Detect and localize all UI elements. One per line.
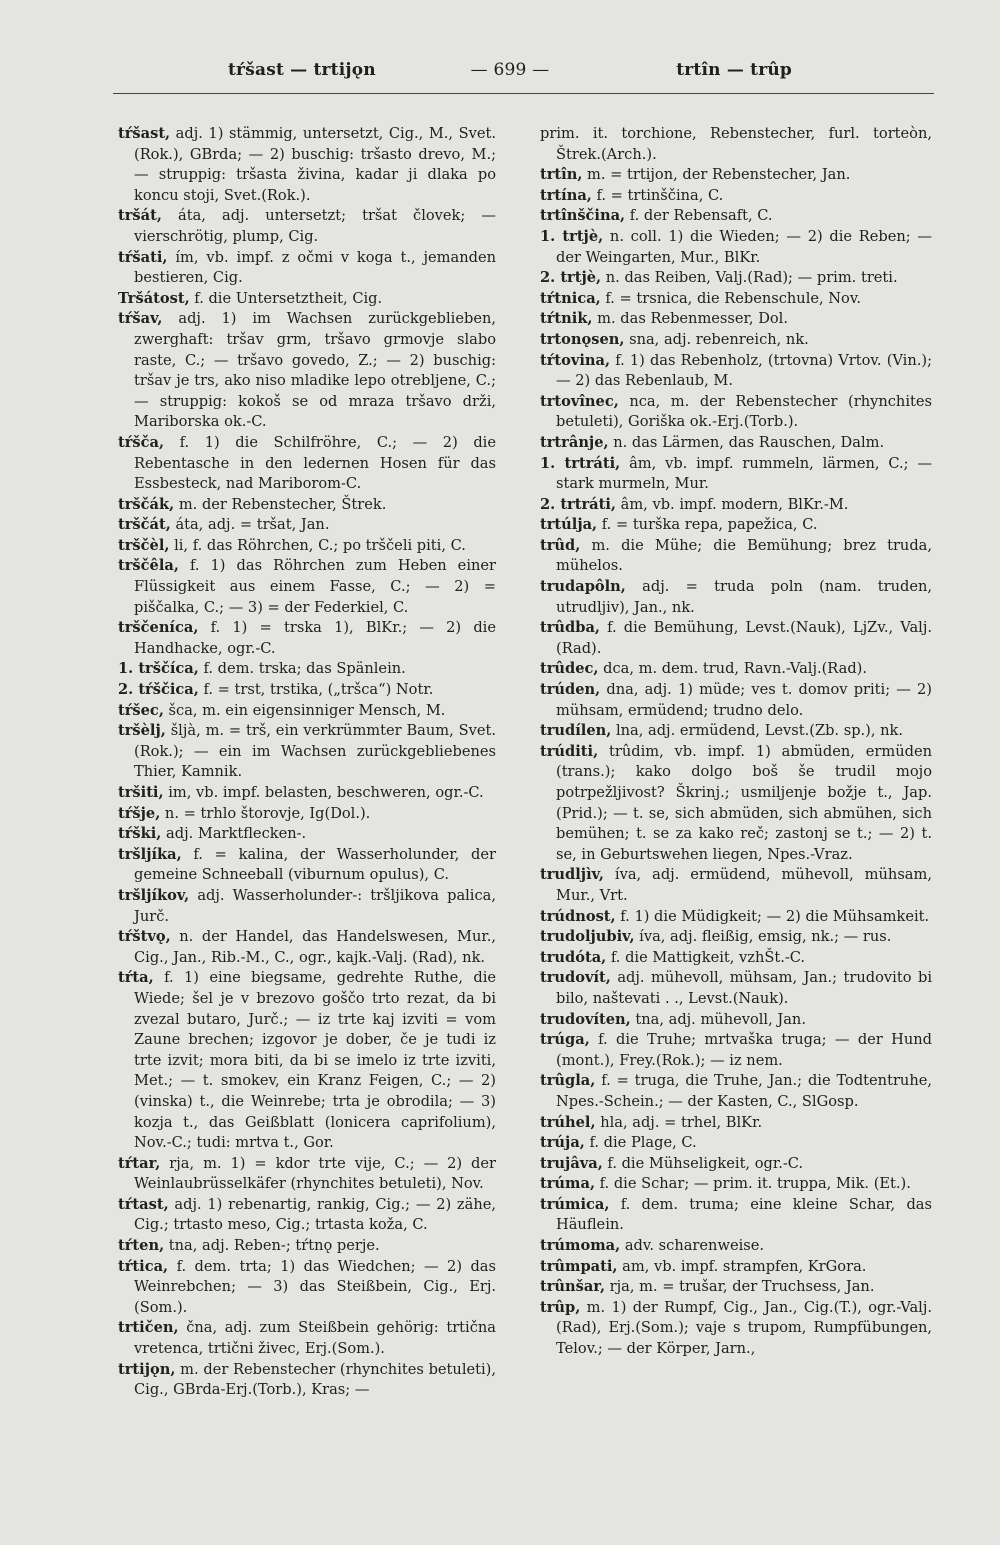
entry-headword: trúmoma, [540, 1237, 621, 1255]
entry-definition: šca, m. ein eigensinniger Mensch, M. [163, 701, 446, 719]
entry-definition: f. die Plage, C. [584, 1134, 697, 1152]
dictionary-entry [118, 248, 496, 289]
dictionary-entry [540, 680, 932, 721]
entry-headword: trudljìv, [540, 866, 604, 884]
entry-headword: tršljíka, [118, 845, 182, 863]
right-column [540, 124, 932, 1360]
dictionary-entry [118, 433, 496, 495]
dictionary-entry [540, 1174, 932, 1195]
entry-headword: trujâva, [540, 1154, 603, 1172]
entry-headword: 1. trtráti, [540, 454, 621, 472]
entry-definition: am, vb. impf. strampfen, KrGora. [617, 1257, 867, 1275]
entry-definition: f. dem. truma; eine kleine Schar, das Häuflein. [556, 1195, 932, 1234]
dictionary-entry [540, 1236, 932, 1257]
entry-definition: rja, m. 1) = kdor trte vije, C.; — 2) der Weinlaubrüsselkäfer (rhynchites betuleti), Nov. [134, 1154, 496, 1193]
dictionary-entry [540, 577, 932, 618]
dictionary-entry [118, 680, 496, 701]
entry-headword: 2. tŕščica, [118, 681, 199, 699]
entry-headword: trúja, [540, 1134, 585, 1152]
dictionary-entry [540, 454, 932, 495]
entry-definition: sna, adj. rebenreich, nk. [624, 330, 809, 348]
entry-definition: adj. Marktflecken-. [161, 825, 307, 843]
dictionary-entry [540, 948, 932, 969]
entry-definition: trûdim, vb. impf. 1) abmüden, ermüden (trans.); kako dolgo boš še trudil mojo potrpežljivost? Škrinj.; usmiljenje božje t., Jap.(Prid.); — t. se, sich abmüden, sich abmühen, sich bemühen; t. se za kako reč; zastonj se t.; — 2) t. se, in Geburtswehen liegen, Npes.-Vraz. [556, 742, 932, 863]
entry-definition: ím, vb. impf. z očmi v koga t., jemanden bestieren, Cig. [134, 248, 496, 287]
dictionary-entry [118, 1236, 496, 1257]
entry-definition: f. = truga, die Truhe, Jan.; die Todtentruhe, Npes.-Schein.; — der Kasten, C., SlGosp. [556, 1072, 932, 1110]
entry-definition: f. 1) das Röhrchen zum Heben einer Flüssigkeit aus einem Fasse, C.; — 2) = piščalka, C.; — 3) = der Federkiel, C. [134, 557, 496, 616]
entry-headword: 1. trščíca, [118, 660, 199, 678]
dictionary-entry [118, 289, 496, 310]
entry-headword: trtičen, [118, 1319, 179, 1337]
dictionary-entry [118, 556, 496, 618]
dictionary-entry [540, 742, 932, 866]
entry-definition: tna, adj. mühevoll, Jan. [630, 1010, 806, 1028]
entry-definition: dna, adj. 1) müde; ves t. domov priti; — 2) mühsam, ermüdend; trudno delo. [556, 681, 932, 719]
dictionary-entry [540, 227, 932, 268]
entry-headword: tŕšav, [118, 310, 163, 328]
entry-definition: f. die Mühseligkeit, ogr.-C. [602, 1154, 804, 1172]
dictionary-entry [540, 330, 932, 351]
dictionary-entry [118, 804, 496, 825]
dictionary-entry [118, 1257, 496, 1319]
entry-headword: tŕtnik, [540, 310, 593, 328]
entry-headword: 1. trtjè, [540, 227, 604, 245]
entry-headword: trúdnost, [540, 907, 616, 925]
entry-headword: trščèl, [118, 536, 170, 554]
dictionary-entry [540, 618, 932, 659]
dictionary-entry [540, 351, 932, 392]
entry-headword: tŕštvǫ, [118, 928, 171, 946]
entry-headword: tŕtovina, [540, 351, 611, 369]
entry-headword: trudoljubiv, [540, 928, 635, 946]
entry-definition: adj. Wasserholunder-: tršljikova palica, Jurč. [134, 886, 496, 925]
entry-headword: 2. trtjè, [540, 269, 602, 287]
entry-headword: trtína, [540, 186, 592, 204]
dictionary-entry [118, 1360, 496, 1401]
header-rule [113, 93, 934, 94]
entry-headword: tŕten, [118, 1237, 165, 1255]
entry-headword: trudóta, [540, 948, 607, 966]
entry-definition: f. 1) eine biegsame, gedrehte Ruthe, die Wiede; šel je v brezovo goščo trto rezat, da bi zvezal butaro, Jurč.; — iz trte kaj izviti = vom Zaune brechen; izgovor je dober, če je tudi iz trte izvit; mora biti, da bi se imelo iz trte izviti, Met.; — t. smokev, ein Kranz Feigen, C.; — 2) (vinska) t., die Weinrebe; trta je obrodila; — 3) kozja t., das Geißblatt (lonicera caprifolium), Nov.-C.; tudi: mrtva t., Gor. [134, 969, 496, 1152]
dictionary-entry [540, 536, 932, 577]
entry-definition: im, vb. impf. belasten, beschweren, ogr.-C. [163, 784, 484, 801]
dictionary-entry [540, 268, 932, 289]
dictionary-entry [118, 886, 496, 927]
entry-headword: trûdec, [540, 660, 599, 678]
dictionary-entry [118, 927, 496, 968]
entry-headword: tršát, [118, 207, 162, 225]
entry-definition: f. = turška repa, papežica, C. [597, 516, 818, 534]
entry-headword: trúmica, [540, 1195, 610, 1213]
entry-definition: f. 1) die Müdigkeit; — 2) die Mühsamkeit. [615, 907, 930, 925]
entry-headword: tŕšje, [118, 804, 161, 822]
dictionary-entry [540, 865, 932, 906]
entry-definition: n. = trhlo štorovje, Ig(Dol.). [160, 804, 371, 822]
dictionary-entry [540, 1298, 932, 1360]
entry-headword: tŕtast, [118, 1195, 169, 1213]
entry-headword: tŕšča, [118, 433, 165, 451]
entry-headword: trtijǫn, [118, 1360, 176, 1378]
entry-definition: áta, adj. untersetzt; tršat človek; — vierschrötig, plump, Cig. [134, 207, 496, 245]
entry-headword: trúhel, [540, 1113, 596, 1131]
dictionary-entry [118, 824, 496, 845]
entry-definition: adj. mühevoll, mühsam, Jan.; trudovito bi bilo, naštevati . ., Levst.(Nauk). [556, 969, 932, 1007]
dictionary-entry [540, 927, 932, 948]
entry-headword: tŕšati, [118, 248, 168, 266]
entry-definition: n. der Handel, das Handelswesen, Mur., Cig., Jan., Rib.-M., C., ogr., kajk.-Valj. (Rad), nk. [134, 928, 496, 966]
dictionary-entry [118, 701, 496, 722]
dictionary-entry [540, 206, 932, 227]
entry-headword: trščát, [118, 516, 171, 534]
page-number: — 699 — [470, 60, 550, 80]
entry-headword: tršiti, [118, 784, 164, 801]
entry-headword: trudílen, [540, 722, 612, 740]
entry-headword: trûdba, [540, 619, 600, 637]
entry-headword: tŕšec, [118, 701, 164, 719]
dictionary-entry [118, 783, 496, 804]
dictionary-entry [118, 1154, 496, 1195]
entry-headword: Tršátost, [118, 289, 190, 307]
entry-headword: trûd, [540, 536, 581, 554]
entry-headword: trúden, [540, 681, 601, 699]
entry-headword: trtrânje, [540, 433, 609, 451]
entry-definition: f. der Rebensaft, C. [625, 207, 773, 225]
entry-definition: m. die Mühe; die Bemühung; brez truda, mühelos. [556, 536, 932, 575]
dictionary-entry [540, 186, 932, 207]
dictionary-entry [118, 536, 496, 557]
entry-definition: n. das Reiben, Valj.(Rad); — prim. treti. [601, 269, 898, 287]
entry-headword: trščêla, [118, 557, 179, 575]
entry-headword: tŕški, [118, 825, 162, 843]
entry-headword: trudovít, [540, 969, 611, 987]
entry-definition: m. 1) der Rumpf, Cig., Jan., Cig.(T.), ogr.-Valj.(Rad), Erj.(Som.); vaje s trupom, Rumpfübungen, Telov.; — der Körper, Jarn., [556, 1298, 932, 1358]
dictionary-entry [540, 309, 932, 330]
entry-headword: trúga, [540, 1031, 590, 1049]
dictionary-entry [540, 495, 932, 516]
entry-headword: trtonǫsen, [540, 330, 625, 348]
entry-headword: trščeníca, [118, 619, 199, 637]
dictionary-entry [118, 1195, 496, 1236]
dictionary-entry [540, 1154, 932, 1175]
entry-headword: trtovînec, [540, 392, 619, 410]
entry-headword: trudapôln, [540, 578, 626, 596]
dictionary-entry [118, 515, 496, 536]
entry-definition: áta, adj. = tršat, Jan. [170, 516, 330, 534]
entry-definition: m. der Rebenstecher (rhynchites betuleti), Cig., GBrda-Erj.(Torb.), Kras; — [134, 1360, 496, 1399]
entry-definition: čna, adj. zum Steißbein gehörig: trtična vretenca, trtični živec, Erj.(Som.). [134, 1319, 496, 1358]
entry-headword: trtînščina, [540, 207, 626, 225]
dictionary-entry [540, 433, 932, 454]
dictionary-entry [540, 907, 932, 928]
header-right-guideword: trtîn — trûp [676, 60, 792, 80]
entry-definition: f. 1) die Schilfröhre, C.; — 2) die Rebentasche in den ledernen Hosen für das Essbesteck, nad Mariborom-C. [134, 433, 496, 493]
dictionary-entry [118, 618, 496, 659]
entry-definition: f. = trtinščina, C. [591, 186, 724, 204]
entry-headword: trudovíten, [540, 1010, 631, 1028]
entry-headword: tŕtnica, [540, 289, 601, 307]
dictionary-entry [540, 165, 932, 186]
entry-definition: dca, m. dem. trud, Ravn.-Valj.(Rad). [598, 660, 868, 678]
entry-headword: trûp, [540, 1298, 581, 1316]
entry-definition: m. das Rebenmesser, Dol. [592, 310, 788, 328]
entry-definition: li, f. das Röhrchen, C.; po trščeli piti, C. [169, 536, 466, 554]
entry-headword: trščák, [118, 495, 175, 513]
entry-headword: 2. trtráti, [540, 495, 616, 513]
dictionary-entry [118, 495, 496, 516]
entry-definition: âm, vb. impf. modern, BlKr.-M. [616, 495, 849, 513]
entry-definition: tna, adj. Reben-; tŕtnǫ perje. [164, 1237, 380, 1255]
entry-headword: trtúlja, [540, 516, 598, 534]
dictionary-entry [118, 124, 496, 206]
entry-definition: šljà, m. = trš, ein verkrümmter Baum, Svet.(Rok.); — ein im Wachsen zurückgebliebenes Thier, Kamnik. [134, 722, 496, 781]
entry-headword: trûnšar, [540, 1278, 606, 1296]
entry-definition: f. dem. trta; 1) das Wiedchen; — 2) das Weinrebchen; — 3) das Steißbein, Cig., Erj.(Som.). [134, 1257, 496, 1316]
entry-headword: tŕta, [118, 969, 154, 987]
dictionary-entry [118, 206, 496, 247]
entry-headword: trúma, [540, 1175, 596, 1193]
dictionary-entry [540, 1071, 932, 1112]
dictionary-entry [118, 659, 496, 680]
entry-definition: f. die Mattigkeit, vzhŠt.-C. [606, 948, 806, 966]
entry-definition: âm, vb. impf. rummeln, lärmen, C.; — stark murmeln, Mur. [556, 454, 932, 493]
entry-definition: hla, adj. = trhel, BlKr. [595, 1113, 763, 1131]
dictionary-entry [118, 845, 496, 886]
entry-headword: tŕšast, [118, 125, 171, 142]
dictionary-entry [540, 1277, 932, 1298]
entry-definition: íva, adj. fleißig, emsig, nk.; — rus. [634, 928, 892, 946]
entry-definition: lna, adj. ermüdend, Levst.(Zb. sp.), nk. [611, 722, 904, 740]
header-left-guideword: tŕšast — trtijǫn [228, 60, 376, 80]
entry-definition: prim. it. torchione, Rebenstecher, furl. torteòn, Štrek.(Arch.). [540, 125, 932, 163]
dictionary-entry [540, 968, 932, 1009]
entry-definition: f. = trsnica, die Rebenschule, Nov. [600, 289, 861, 307]
dictionary-entry [118, 1318, 496, 1359]
entry-headword: trûmpati, [540, 1257, 618, 1275]
left-column [118, 124, 496, 1401]
entry-definition: adv. scharenweise. [620, 1237, 765, 1255]
entry-definition: f. dem. trska; das Spänlein. [198, 660, 406, 678]
entry-definition: f. die Bemühung, Levst.(Nauk), LjZv., Valj.(Rad). [556, 619, 932, 657]
entry-definition: f. 1) das Rebenholz, (trtovna) Vrtov. (Vin.); — 2) das Rebenlaub, M. [556, 351, 932, 390]
dictionary-entry [540, 289, 932, 310]
dictionary-entry [540, 1257, 932, 1278]
dictionary-entry [540, 515, 932, 536]
dictionary-entry [118, 968, 496, 1153]
entry-definition: íva, adj. ermüdend, mühevoll, mühsam, Mur., Vrt. [556, 866, 932, 904]
entry-definition: f. die Schar; — prim. it. truppa, Mik. (Et.). [595, 1175, 911, 1193]
entry-definition: f. = kalina, der Wasserholunder, der gemeine Schneeball (viburnum opulus), C. [134, 845, 496, 884]
dictionary-entry [118, 309, 496, 433]
entry-headword: tršèlj, [118, 722, 166, 740]
entry-definition: f. = trst, trstika, („tršca“) Notr. [198, 681, 434, 699]
dictionary-entry [540, 124, 932, 165]
entry-definition: adj. 1) im Wachsen zurückgeblieben, zwerghaft: tršav grm, tršavo grmovje slabo raste, C.; — tršavo govedo, Z.; — 2) buschig: tršav je trs, ako niso mladike lepo otrebljene, C.; — struppig: kokoš se od mraza tršavo drži, Mariborska ok.-C. [134, 310, 496, 431]
dictionary-entry [540, 1113, 932, 1134]
entry-definition: f. die Truhe; mrtvaška truga; — der Hund (mont.), Frey.(Rok.); — iz nem. [556, 1031, 932, 1069]
entry-definition: nca, m. der Rebenstecher (rhynchites betuleti), Goriška ok.-Erj.(Torb.). [556, 392, 932, 431]
entry-definition: f. 1) = trska 1), BlKr.; — 2) die Handhacke, ogr.-C. [134, 619, 496, 657]
entry-headword: trúditi, [540, 742, 599, 760]
entry-headword: tŕtica, [118, 1257, 169, 1275]
dictionary-entry [118, 721, 496, 783]
dictionary-entry [540, 1030, 932, 1071]
entry-headword: trûgla, [540, 1072, 596, 1090]
dictionary-entry [540, 1133, 932, 1154]
running-header [228, 60, 792, 94]
entry-headword: tršljíkov, [118, 886, 190, 904]
entry-headword: tŕtar, [118, 1154, 161, 1172]
dictionary-entry [540, 1010, 932, 1031]
dictionary-entry [540, 1195, 932, 1236]
entry-definition: m. = trtijon, der Rebenstecher, Jan. [582, 166, 851, 184]
entry-definition: rja, m. = trušar, der Truchsess, Jan. [605, 1278, 875, 1296]
dictionary-entry [540, 721, 932, 742]
entry-definition: m. der Rebenstecher, Štrek. [174, 495, 387, 513]
dictionary-entry [540, 392, 932, 433]
entry-definition: adj. 1) rebenartig, rankig, Cig.; — 2) zähe, Cig.; trtasto meso, Cig.; trtasta koža, C. [134, 1195, 496, 1234]
entry-headword: trtîn, [540, 166, 583, 184]
dictionary-entry [540, 659, 932, 680]
entry-definition: adj. 1) stämmig, untersetzt, Cig., M., Svet.(Rok.), GBrda; — 2) buschig: tršasto drevo, M.; — struppig: tršasta živina, kadar ji dlaka po koncu stoji, Svet.(Rok.). [134, 125, 496, 204]
entry-definition: n. coll. 1) die Wieden; — 2) die Reben; — der Weingarten, Mur., BlKr. [556, 227, 933, 266]
entry-definition: f. die Untersetztheit, Cig. [189, 289, 383, 307]
entry-definition: adj. = truda poln (nam. truden, utrudljiv), Jan., nk. [556, 578, 932, 616]
entry-definition: n. das Lärmen, das Rauschen, Dalm. [608, 433, 885, 451]
